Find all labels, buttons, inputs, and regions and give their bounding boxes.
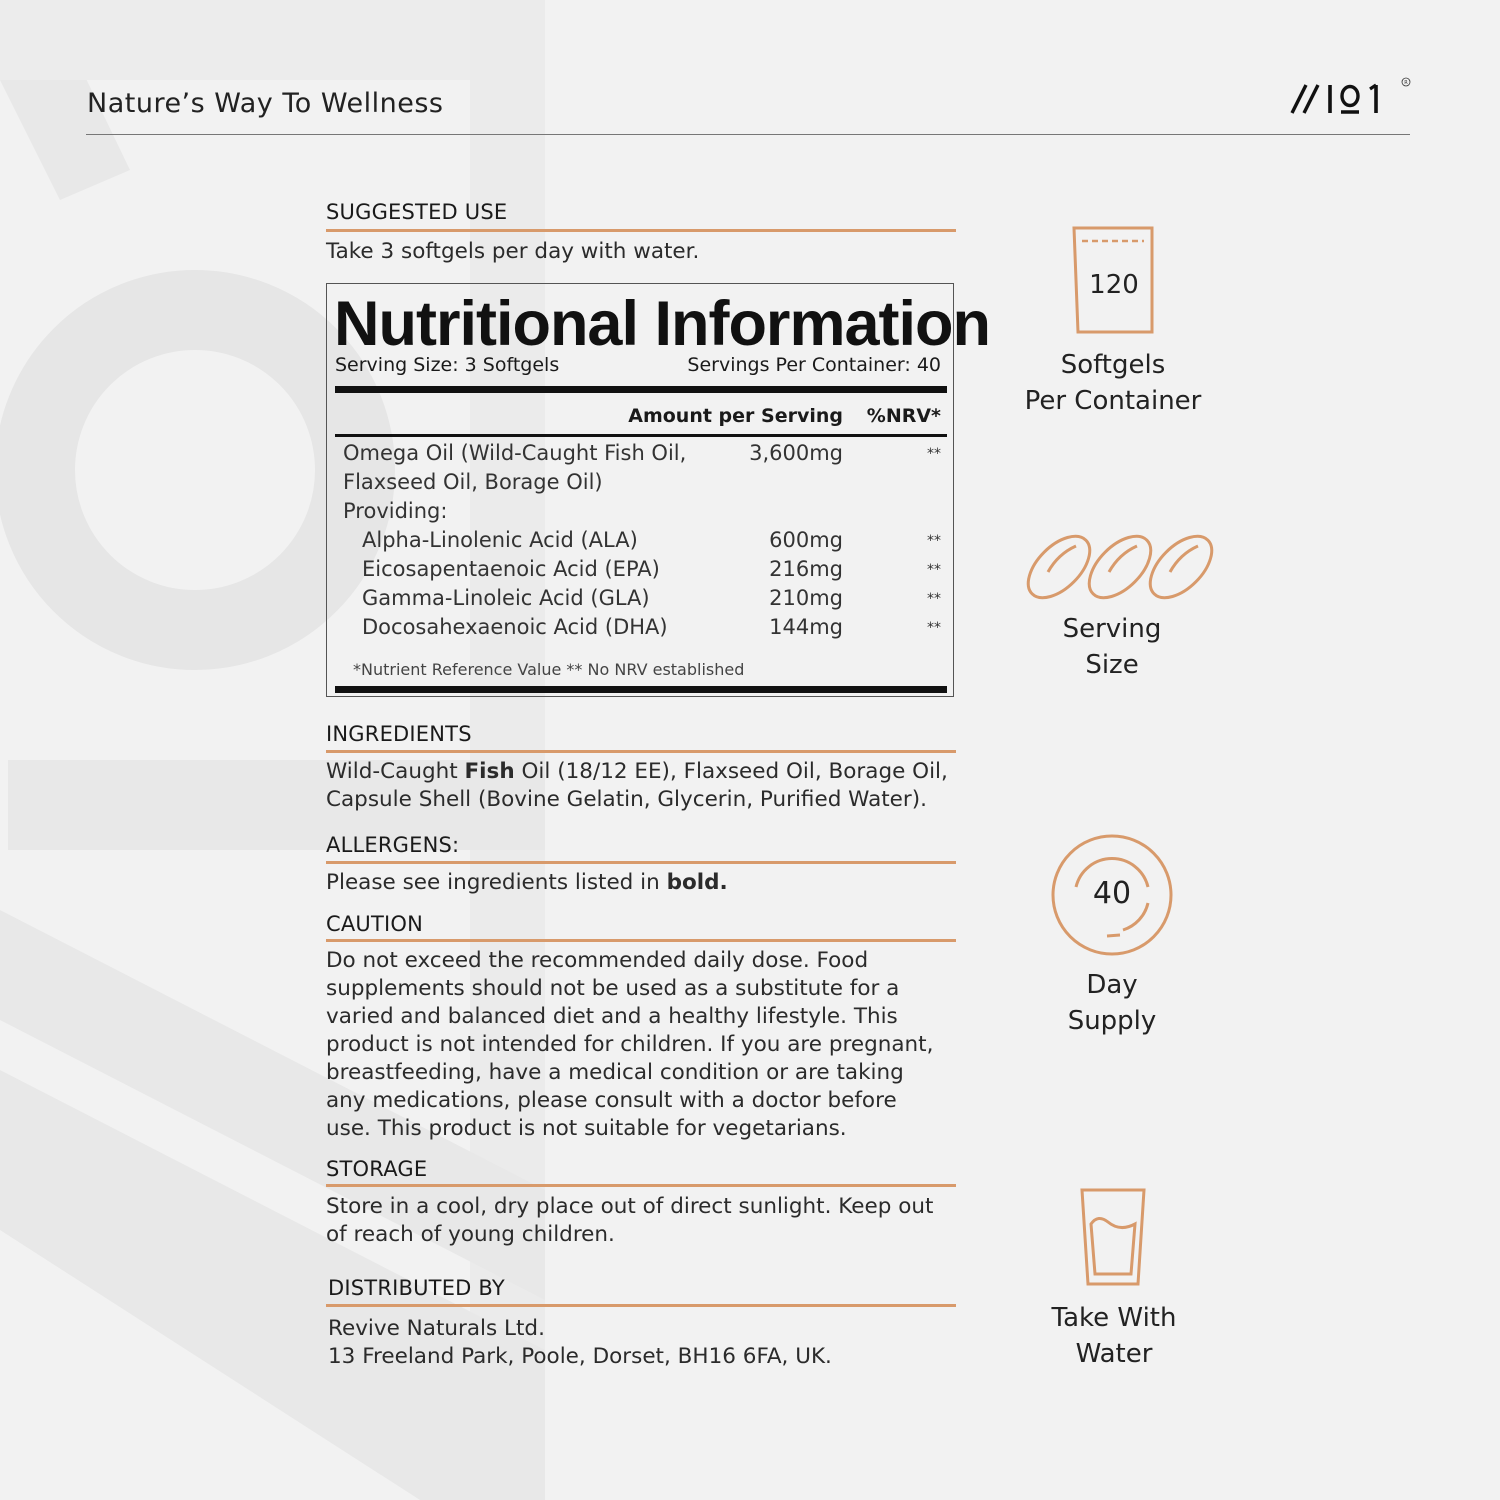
header-divider: [86, 134, 1410, 135]
allergens-rule: [326, 861, 956, 864]
day-supply-label: Day Supply: [1067, 970, 1157, 1036]
nutrient-nrv: **: [927, 533, 941, 549]
suggested-use-text: Take 3 softgels per day with water.: [326, 239, 700, 264]
nrv-header: %NRV*: [866, 405, 941, 427]
take-with-water-label: Take With Water: [1051, 1303, 1177, 1369]
nutrient-name: Flaxseed Oil, Borage Oil): [343, 470, 603, 494]
storage-title: STORAGE: [326, 1157, 428, 1181]
nutrient-amount: 3,600mg: [749, 441, 843, 465]
suggested-use-title: SUGGESTED USE: [326, 200, 508, 224]
header-tagline: Nature’s Way To Wellness: [87, 88, 444, 119]
caution-title: CAUTION: [326, 912, 424, 936]
distributor-address: Revive Naturals Ltd. 13 Freeland Park, Poole, Dorset, BH16 6FA, UK.: [328, 1316, 832, 1369]
svg-text:R: R: [1404, 80, 1408, 86]
pouch-count: 120: [1089, 270, 1139, 300]
distributed-title: DISTRIBUTED BY: [328, 1276, 505, 1300]
nutrient-nrv: **: [927, 620, 941, 636]
ingredients-text: Wild-Caught Fish Oil (18/12 EE), Flaxseed Oil, Borage Oil, Capsule Shell (Bovine Gelatin, Glycerin, Purified Water).: [326, 759, 948, 812]
nutrition-thin-divider: [335, 434, 947, 437]
servings-per-container: Servings Per Container: 40: [687, 354, 941, 376]
nutrition-panel: [326, 283, 990, 697]
nutrient-amount: 210mg: [769, 586, 843, 610]
nutrient-name: Eicosapentaenoic Acid (EPA): [362, 557, 660, 581]
softgels-icon: [1024, 530, 1216, 604]
suggested-use-rule: [326, 229, 956, 232]
nutrient-name: Alpha-Linolenic Acid (ALA): [362, 528, 638, 552]
serving-size-label: Serving Size: [1062, 614, 1162, 680]
storage-rule: [326, 1184, 956, 1187]
serving-size: Serving Size: 3 Softgels: [335, 354, 560, 376]
nutrition-thick-divider: [335, 386, 947, 393]
caution-text: Do not exceed the recommended daily dose. Food supplements should not be used as a substitute for a varied and balanced diet and a healthy lifestyle. This product is not intended for children. If you are pregnant, breastfeeding, have a medical condition or are taking any medications, please consult with a doctor before use. This product is not suitable for vegetarians.: [326, 948, 934, 1141]
nutrient-nrv: **: [927, 562, 941, 578]
distributed-rule: [326, 1304, 956, 1307]
nutrient-nrv: **: [927, 446, 941, 462]
nutrient-amount: 600mg: [769, 528, 843, 552]
day-supply-number: 40: [1092, 876, 1132, 911]
nutrient-name: Providing:: [343, 499, 448, 523]
nutrient-nrv: **: [927, 591, 941, 607]
nutrient-name: Docosahexaenoic Acid (DHA): [362, 615, 668, 639]
caution-rule: [326, 939, 956, 942]
nutrient-name: Gamma-Linoleic Acid (GLA): [362, 586, 650, 610]
ingredients-rule: [326, 750, 956, 753]
storage-text: Store in a cool, dry place out of direct sunlight. Keep out of reach of young children.: [326, 1194, 934, 1247]
nutrient-amount: 144mg: [769, 615, 843, 639]
ingredients-bold-allergen: Fish: [464, 759, 515, 784]
brand-logo: [1290, 76, 1412, 118]
nutrient-amount: 216mg: [769, 557, 843, 581]
nutrition-bottom-divider: [335, 686, 947, 693]
water-glass-icon: [1078, 1186, 1148, 1288]
pouch-label: Softgels Per Container: [1024, 350, 1202, 416]
nutrition-title: Nutritional Information: [334, 289, 990, 359]
nrv-footnote: *Nutrient Reference Value ** No NRV established: [353, 660, 745, 679]
allergens-title: ALLERGENS:: [326, 833, 460, 857]
ingredients-title: INGREDIENTS: [326, 722, 472, 746]
allergens-text: Please see ingredients listed in bold.: [326, 870, 728, 895]
nutrient-name: Omega Oil (Wild-Caught Fish Oil,: [343, 441, 687, 465]
amount-header: Amount per Serving: [628, 405, 843, 427]
